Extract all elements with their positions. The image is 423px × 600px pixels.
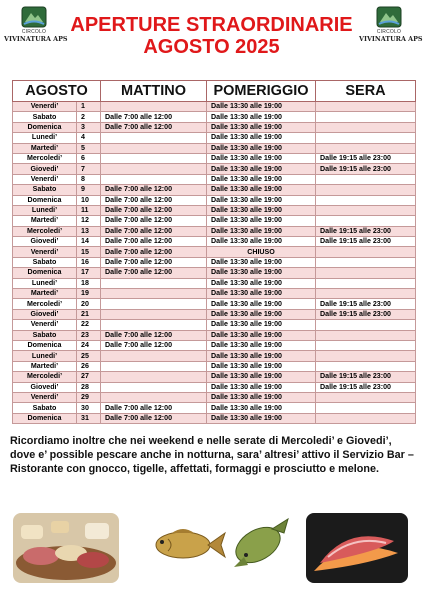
day-cell: Lunedi’	[13, 351, 77, 361]
date-cell: 14	[77, 237, 101, 247]
table-row	[13, 102, 416, 112]
morning-cell: Dalle 7:00 alle 12:00	[101, 112, 207, 122]
logo-caption: CIRCOLO	[376, 29, 402, 35]
morning-cell: Dalle 7:00 alle 12:00	[101, 205, 207, 215]
afternoon-cell: Dalle 13:30 alle 19:00	[207, 122, 316, 132]
title-line-2: AGOSTO 2025	[143, 36, 280, 58]
date-cell: 5	[77, 143, 101, 153]
morning-cell: Dalle 7:00 alle 12:00	[101, 247, 207, 257]
day-cell: Giovedi’	[13, 164, 77, 174]
table-row	[13, 330, 416, 340]
evening-cell	[316, 216, 416, 226]
morning-cell	[101, 174, 207, 184]
date-cell: 20	[77, 299, 101, 309]
morning-cell	[101, 320, 207, 330]
afternoon-cell: Dalle 13:30 alle 19:00	[207, 330, 316, 340]
evening-cell	[316, 268, 416, 278]
date-cell: 11	[77, 205, 101, 215]
evening-cell	[316, 320, 416, 330]
day-cell: Sabato	[13, 185, 77, 195]
afternoon-cell: Dalle 13:30 alle 19:00	[207, 289, 316, 299]
morning-cell	[101, 278, 207, 288]
morning-cell: Dalle 7:00 alle 12:00	[101, 257, 207, 267]
morning-cell	[101, 143, 207, 153]
date-cell: 2	[77, 112, 101, 122]
date-cell: 12	[77, 216, 101, 226]
table-row	[13, 122, 416, 132]
evening-cell	[316, 133, 416, 143]
afternoon-cell: Dalle 13:30 alle 19:00	[207, 153, 316, 163]
afternoon-cell: Dalle 13:30 alle 19:00	[207, 205, 316, 215]
evening-cell	[316, 330, 416, 340]
evening-cell	[316, 257, 416, 267]
header-evening: SERA	[316, 81, 416, 102]
evening-cell	[316, 102, 416, 112]
afternoon-cell: Dalle 13:30 alle 19:00	[207, 382, 316, 392]
date-cell: 30	[77, 403, 101, 413]
evening-cell	[316, 340, 416, 350]
morning-cell: Dalle 7:00 alle 12:00	[101, 195, 207, 205]
morning-cell	[101, 382, 207, 392]
date-cell: 10	[77, 195, 101, 205]
evening-cell	[316, 112, 416, 122]
afternoon-cell: Dalle 13:30 alle 19:00	[207, 112, 316, 122]
table-row	[13, 185, 416, 195]
afternoon-cell: Dalle 13:30 alle 19:00	[207, 174, 316, 184]
evening-cell: Dalle 19:15 alle 23:00	[316, 226, 416, 236]
evening-cell	[316, 122, 416, 132]
date-cell: 6	[77, 153, 101, 163]
table-row	[13, 237, 416, 247]
date-cell: 3	[77, 122, 101, 132]
table-row	[13, 278, 416, 288]
day-cell: Martedi’	[13, 289, 77, 299]
morning-cell: Dalle 7:00 alle 12:00	[101, 122, 207, 132]
day-cell: Venerdi’	[13, 174, 77, 184]
morning-cell: Dalle 7:00 alle 12:00	[101, 413, 207, 423]
day-cell: Lunedi’	[13, 205, 77, 215]
date-cell: 28	[77, 382, 101, 392]
day-cell: Martedi’	[13, 361, 77, 371]
evening-cell	[316, 351, 416, 361]
evening-cell: Dalle 19:15 alle 23:00	[316, 382, 416, 392]
afternoon-cell: Dalle 13:30 alle 19:00	[207, 257, 316, 267]
table-row	[13, 216, 416, 226]
logo-name: VIVINATURA APS	[4, 35, 68, 43]
day-cell: Mercoledi’	[13, 153, 77, 163]
page-title	[0, 14, 423, 58]
evening-cell: Dalle 19:15 alle 23:00	[316, 237, 416, 247]
evening-cell	[316, 361, 416, 371]
evening-cell	[316, 403, 416, 413]
morning-cell	[101, 372, 207, 382]
afternoon-cell: Dalle 13:30 alle 19:00	[207, 102, 316, 112]
evening-cell	[316, 195, 416, 205]
afternoon-cell: Dalle 13:30 alle 19:00	[207, 226, 316, 236]
morning-cell: Dalle 7:00 alle 12:00	[101, 237, 207, 247]
afternoon-cell: Dalle 13:30 alle 19:00	[207, 320, 316, 330]
table-row	[13, 361, 416, 371]
day-cell: Mercoledi’	[13, 299, 77, 309]
date-cell: 8	[77, 174, 101, 184]
day-cell: Venerdi’	[13, 392, 77, 402]
evening-cell	[316, 392, 416, 402]
morning-cell	[101, 102, 207, 112]
day-cell: Mercoledi’	[13, 372, 77, 382]
afternoon-cell: CHIUSO	[207, 247, 316, 257]
table-row	[13, 382, 416, 392]
afternoon-cell: Dalle 13:30 alle 19:00	[207, 361, 316, 371]
afternoon-cell: Dalle 13:30 alle 19:00	[207, 309, 316, 319]
date-cell: 13	[77, 226, 101, 236]
date-cell: 1	[77, 102, 101, 112]
afternoon-cell: Dalle 13:30 alle 19:00	[207, 185, 316, 195]
morning-cell: Dalle 7:00 alle 12:00	[101, 340, 207, 350]
morning-cell: Dalle 7:00 alle 12:00	[101, 268, 207, 278]
header-month: AGOSTO	[13, 81, 101, 102]
afternoon-cell: Dalle 13:30 alle 19:00	[207, 237, 316, 247]
afternoon-cell: Dalle 13:30 alle 19:00	[207, 133, 316, 143]
date-cell: 16	[77, 257, 101, 267]
morning-cell	[101, 392, 207, 402]
title-line-1: APERTURE STRAORDINARIE	[70, 14, 353, 36]
evening-cell	[316, 247, 416, 257]
header-morning: MATTINO	[101, 81, 207, 102]
morning-cell	[101, 153, 207, 163]
table-row	[13, 372, 416, 382]
day-cell: Venerdi’	[13, 102, 77, 112]
table-row	[13, 195, 416, 205]
food-platter-image	[13, 513, 119, 583]
day-cell: Domenica	[13, 122, 77, 132]
table-row	[13, 351, 416, 361]
table-row	[13, 413, 416, 423]
morning-cell	[101, 289, 207, 299]
afternoon-cell: Dalle 13:30 alle 19:00	[207, 164, 316, 174]
afternoon-cell: Dalle 13:30 alle 19:00	[207, 372, 316, 382]
date-cell: 19	[77, 289, 101, 299]
table-header-row	[13, 81, 416, 102]
afternoon-cell: Dalle 13:30 alle 19:00	[207, 278, 316, 288]
day-cell: Domenica	[13, 413, 77, 423]
schedule-table	[12, 80, 416, 424]
evening-cell: Dalle 19:15 alle 23:00	[316, 372, 416, 382]
date-cell: 22	[77, 320, 101, 330]
table-row	[13, 392, 416, 402]
day-cell: Domenica	[13, 195, 77, 205]
table-row	[13, 320, 416, 330]
date-cell: 21	[77, 309, 101, 319]
afternoon-cell: Dalle 13:30 alle 19:00	[207, 403, 316, 413]
table-row	[13, 340, 416, 350]
schedule-body	[13, 102, 416, 424]
logo-caption: CIRCOLO	[21, 29, 47, 35]
evening-cell	[316, 289, 416, 299]
afternoon-cell: Dalle 13:30 alle 19:00	[207, 299, 316, 309]
evening-cell	[316, 413, 416, 423]
table-row	[13, 299, 416, 309]
morning-cell: Dalle 7:00 alle 12:00	[101, 226, 207, 236]
date-cell: 9	[77, 185, 101, 195]
day-cell: Lunedi’	[13, 133, 77, 143]
afternoon-cell: Dalle 13:30 alle 19:00	[207, 216, 316, 226]
prosciutto-melon-image	[306, 513, 408, 583]
day-cell: Sabato	[13, 112, 77, 122]
table-row	[13, 289, 416, 299]
day-cell: Giovedi’	[13, 237, 77, 247]
evening-cell: Dalle 19:15 alle 23:00	[316, 153, 416, 163]
day-cell: Martedi’	[13, 143, 77, 153]
table-row	[13, 205, 416, 215]
logo-name: VIVINATURA APS	[359, 35, 423, 43]
date-cell: 31	[77, 413, 101, 423]
day-cell: Venerdi’	[13, 320, 77, 330]
table-row	[13, 164, 416, 174]
day-cell: Sabato	[13, 403, 77, 413]
day-cell: Lunedi’	[13, 278, 77, 288]
table-row	[13, 153, 416, 163]
morning-cell	[101, 164, 207, 174]
evening-cell	[316, 278, 416, 288]
date-cell: 23	[77, 330, 101, 340]
evening-cell	[316, 205, 416, 215]
date-cell: 24	[77, 340, 101, 350]
table-row	[13, 309, 416, 319]
table-row	[13, 133, 416, 143]
evening-cell	[316, 185, 416, 195]
date-cell: 26	[77, 361, 101, 371]
afternoon-cell: Dalle 13:30 alle 19:00	[207, 268, 316, 278]
day-cell: Giovedi’	[13, 309, 77, 319]
evening-cell	[316, 174, 416, 184]
table-row	[13, 247, 416, 257]
table-row	[13, 268, 416, 278]
day-cell: Domenica	[13, 268, 77, 278]
morning-cell	[101, 299, 207, 309]
bass-fish-image	[228, 515, 290, 573]
table-row	[13, 257, 416, 267]
morning-cell: Dalle 7:00 alle 12:00	[101, 403, 207, 413]
morning-cell: Dalle 7:00 alle 12:00	[101, 330, 207, 340]
afternoon-cell: Dalle 13:30 alle 19:00	[207, 351, 316, 361]
day-cell: Domenica	[13, 340, 77, 350]
date-cell: 29	[77, 392, 101, 402]
day-cell: Martedi’	[13, 216, 77, 226]
day-cell: Mercoledi’	[13, 226, 77, 236]
afternoon-cell: Dalle 13:30 alle 19:00	[207, 340, 316, 350]
bar-service-note: Ricordiamo inoltre che nei weekend e nelle serate di Mercoledi’ e Giovedi’, dove e’ possible pescare anche in notturna, sara’ altresi’ attivo il Servizio Bar – Ristorante con gnocco, tigelle, affettati, formaggi e prosciutto e melone.	[10, 435, 414, 476]
day-cell: Giovedi’	[13, 382, 77, 392]
table-row	[13, 112, 416, 122]
morning-cell	[101, 133, 207, 143]
afternoon-cell: Dalle 13:30 alle 19:00	[207, 413, 316, 423]
pictures-row	[0, 511, 423, 586]
afternoon-cell: Dalle 13:30 alle 19:00	[207, 143, 316, 153]
day-cell: Venerdi’	[13, 247, 77, 257]
date-cell: 18	[77, 278, 101, 288]
table-row	[13, 143, 416, 153]
morning-cell: Dalle 7:00 alle 12:00	[101, 185, 207, 195]
carp-fish-image	[148, 525, 226, 565]
table-row	[13, 174, 416, 184]
table-row	[13, 403, 416, 413]
date-cell: 4	[77, 133, 101, 143]
header-afternoon: POMERIGGIO	[207, 81, 316, 102]
morning-cell	[101, 309, 207, 319]
date-cell: 15	[77, 247, 101, 257]
day-cell: Sabato	[13, 330, 77, 340]
morning-cell	[101, 361, 207, 371]
afternoon-cell: Dalle 13:30 alle 19:00	[207, 392, 316, 402]
evening-cell: Dalle 19:15 alle 23:00	[316, 309, 416, 319]
date-cell: 27	[77, 372, 101, 382]
date-cell: 7	[77, 164, 101, 174]
morning-cell: Dalle 7:00 alle 12:00	[101, 216, 207, 226]
evening-cell: Dalle 19:15 alle 23:00	[316, 164, 416, 174]
evening-cell	[316, 143, 416, 153]
day-cell: Sabato	[13, 257, 77, 267]
afternoon-cell: Dalle 13:30 alle 19:00	[207, 195, 316, 205]
morning-cell	[101, 351, 207, 361]
date-cell: 25	[77, 351, 101, 361]
evening-cell: Dalle 19:15 alle 23:00	[316, 299, 416, 309]
date-cell: 17	[77, 268, 101, 278]
table-row	[13, 226, 416, 236]
